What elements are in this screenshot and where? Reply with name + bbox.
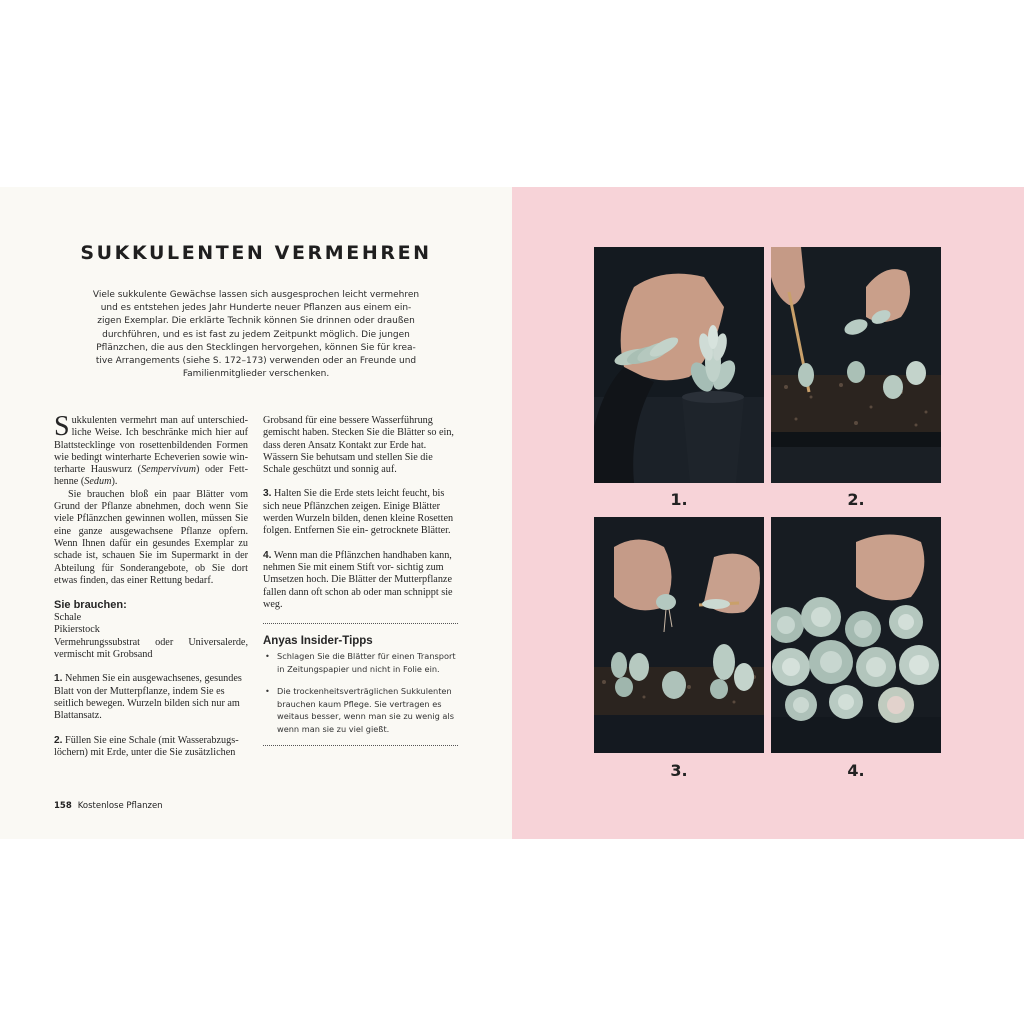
needs-item: Schale	[54, 612, 82, 624]
photo-rooted-leaves-image	[594, 517, 764, 753]
bullet-icon: •	[265, 685, 270, 696]
text-column-left	[54, 411, 248, 759]
photo-label-3: 3.	[670, 761, 688, 780]
body-paragraph-1: Sukkulenten vermehrt man auf unterschied- liche Weise. Ich beschränke mich hier auf Blattstecklinge von rosettenbildenden Formen wie bedingt winterharte Echeverien sowie win- terharte Hauswurz (Sempervivum) oder Fett- henne (Sedum).	[54, 411, 248, 488]
tip-item: • Schlagen Sie die Blätter für einen Transport in Zeitungspapier und nicht in Folie ein.	[265, 651, 456, 674]
intro-paragraph	[86, 289, 426, 381]
text-column-right	[263, 415, 458, 746]
step-3: 3. Halten Sie die Erde stets leicht feucht, bis sich neue Pflänzchen zeigen. Einige Blätter werden Wurzeln bilden, denen kleine Rosetten folgen. Entfernen Sie ein- getrocknete Blätter.	[263, 488, 454, 537]
page-number: 158	[54, 801, 72, 811]
photo-step-1	[594, 247, 764, 483]
body-paragraph-2: Sie brauchen bloß ein paar Blätter vom Grund der Pflanze abnehmen, doch wenn Sie viele Pflänzchen gewinnen wollen, müssen Sie eine ganze ausgewachsene Pflanze opfern. Wenn Ihnen dafür ein gesundes Exemplar zu schade ist, schauen Sie im Supermarkt in der Abteilung für Sonderangebote, ob Sie dort etwas finden, das einer Rettung bedarf.	[54, 488, 248, 586]
photo-hand-leaves-image	[594, 247, 764, 483]
intro-line: tive Arrangements (siehe S. 172–173) verwenden oder an Freunde und	[95, 356, 417, 367]
photo-label-2: 2.	[847, 490, 865, 509]
right-page	[512, 187, 1024, 839]
tips-divider-top	[263, 623, 458, 624]
section-name: Kostenlose Pflanzen	[77, 801, 163, 811]
tips-heading: Anyas Insider-Tipps	[263, 635, 373, 648]
page-title: SUKKULENTEN VERMEHREN	[80, 242, 432, 264]
photo-label-1: 1.	[670, 490, 688, 509]
page-footer	[54, 801, 163, 811]
step-2-continued: Grobsand für eine bessere Wasserführung gemischt haben. Stecken Sie die Blätter so ein, dass deren Ansatz Kontakt zur Erde hat. Wässern Sie behutsam und stellen Sie die Schale geschützt und sonnig auf.	[263, 415, 454, 476]
photo-grown-rosettes-image	[771, 517, 941, 753]
photo-planting-leaves-image	[771, 247, 941, 483]
drop-cap: S	[54, 411, 70, 442]
intro-line: Pflänzchen, die aus den Stecklingen hervorgehen, können Sie für krea-	[96, 342, 416, 353]
step-4: 4. Wenn man die Pflänzchen handhaben kann, nehmen Sie mit einem Stift vor- sichtig zum Umsetzen hoch. Die Blätter der Mutterpflanze fallen dann oft schon ab oder man schnippt sie weg.	[263, 549, 453, 610]
left-page	[0, 187, 512, 839]
needs-item: Pikierstock	[54, 624, 100, 636]
intro-line: und es entstehen jedes Jahr Hunderte neuer Pflanzen aus einem ein-	[100, 303, 412, 314]
tips-divider-bottom	[263, 745, 458, 746]
photo-step-4	[771, 517, 941, 753]
needs-heading: Sie brauchen:	[54, 599, 127, 612]
tip-item: • Die trockenheitsverträglichen Sukkulenten brauchen kaum Pflege. Sie vertragen es weitaus besser, wenn man sie zu wenig als wenn man sie zu viel gießt.	[265, 685, 454, 735]
intro-line: zigen Exemplar. Die erklärte Technik können Sie drinnen oder draußen	[97, 316, 415, 327]
photo-label-4: 4.	[847, 761, 865, 780]
step-1: 1. Nehmen Sie ein ausgewachsenes, gesundes Blatt von der Mutterpflanze, indem Sie es seitlich bewegen. Wurzeln bilden sich nur am Blattansatz.	[54, 673, 242, 722]
intro-line: durchführen, und es ist fast zu jedem Zeitpunkt möglich. Die jungen	[102, 329, 410, 340]
intro-line: Viele sukkulente Gewächse lassen sich ausgesprochen leicht vermehren	[92, 290, 420, 300]
needs-item: Vermehrungssubstrat oder Universalerde, vermischt mit Grobsand	[54, 636, 248, 661]
bullet-icon: •	[265, 651, 270, 662]
intro-line: Familienmitglieder verschenken.	[182, 369, 330, 380]
photo-step-3	[594, 517, 764, 753]
step-2: 2. Füllen Sie eine Schale (mit Wasserabzugs- löchern) mit Erde, unter die Sie zusätzlichen	[54, 734, 239, 758]
photo-step-2	[771, 247, 941, 483]
tips-list	[263, 650, 458, 736]
